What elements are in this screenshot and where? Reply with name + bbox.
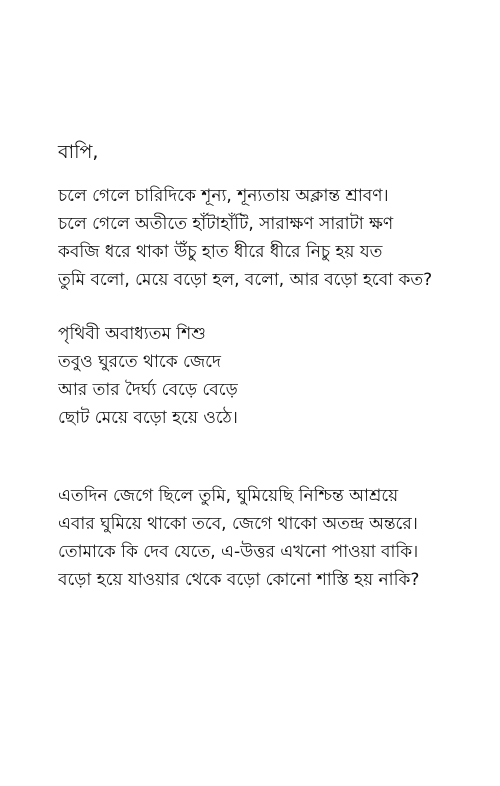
poem-line: তোমাকে কি দেব যেতে, এ-উত্তর এখনো পাওয়া বাকি। xyxy=(58,542,419,562)
salutation: বাপি, xyxy=(58,141,99,163)
poem-line: এতদিন জেগে ছিলে তুমি, ঘুমিয়েছি নিশ্চিন্ত আশ্রয়ে xyxy=(58,486,399,506)
stanza-2 xyxy=(58,320,490,432)
poem-line: তবুও ঘুরতে থাকে জেদে xyxy=(58,352,221,372)
poem-line: ছোট মেয়ে বড়ো হয়ে ওঠে। xyxy=(58,408,238,428)
poem-line: চলে গেলে চারিদিকে শূন্য, শূন্যতায় অক্লান্ত শ্রাবণ। xyxy=(58,186,389,206)
poem-line: চলে গেলে অতীতে হাঁটাহাঁটি, সারাক্ষণ সারাটা ক্ষণ xyxy=(58,214,394,234)
poem-line: পৃথিবী অবাধ্যতম শিশু xyxy=(58,324,206,344)
poem-line: বড়ো হয়ে যাওয়ার থেকে বড়ো কোনো শাস্তি হয় নাকি? xyxy=(58,570,420,590)
stanza-3 xyxy=(58,482,490,594)
stanza-1 xyxy=(58,182,490,294)
poem-line: কবজি ধরে থাকা উঁচু হাত ধীরে ধীরে নিচু হয় যত xyxy=(58,242,383,262)
poem-line: আর তার দৈর্ঘ্য বেড়ে বেড়ে xyxy=(58,380,238,400)
poem-line: তুমি বলো, মেয়ে বড়ো হল, বলো, আর বড়ো হবো কত? xyxy=(58,270,433,290)
poem-line: এবার ঘুমিয়ে থাকো তবে, জেগে থাকো অতন্দ্র অন্তরে। xyxy=(58,514,418,534)
